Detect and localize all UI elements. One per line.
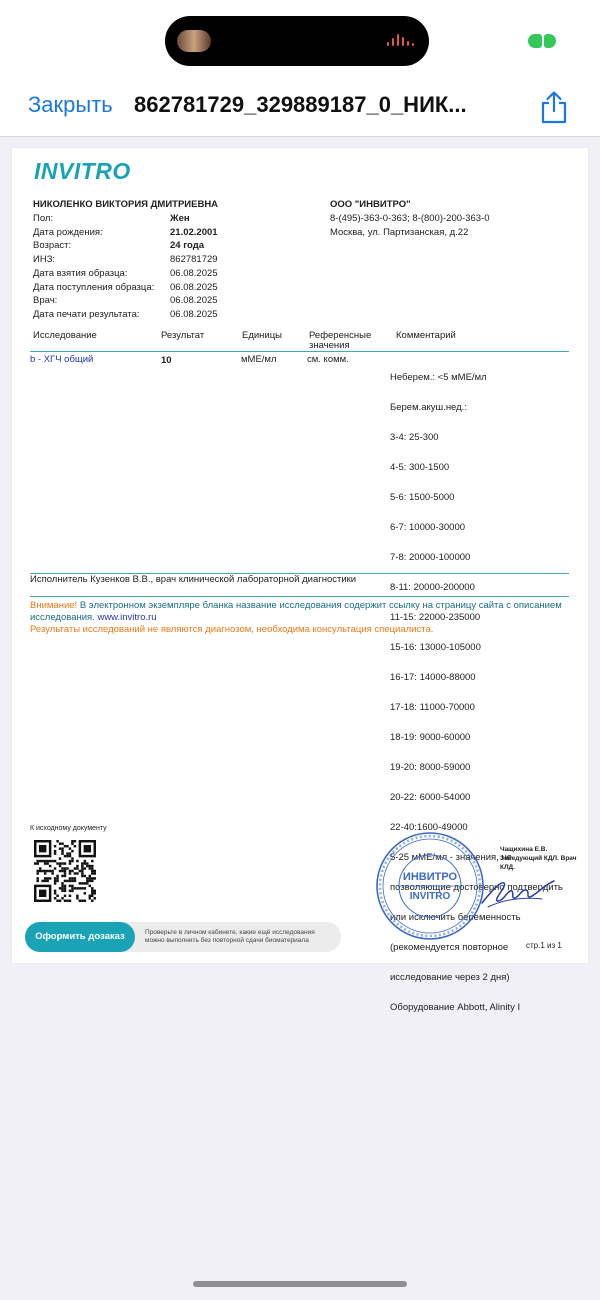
- warning-text: В электронном экземпляре бланка название исследования содержит ссылку на страницу сайта с описанием исследования.: [30, 600, 562, 623]
- close-button[interactable]: Закрыть: [28, 92, 113, 117]
- field-label: ИНЗ:: [33, 254, 56, 265]
- warning-label: Внимание!: [30, 600, 78, 611]
- document-title: 862781729_329889187_0_НИК...: [134, 92, 467, 117]
- lab-address: Москва, ул. Партизанская, д.22: [330, 227, 469, 238]
- field-value: 06.08.2025: [170, 268, 218, 279]
- lab-stamp-icon: [374, 830, 486, 942]
- signatory-title: Заведующий КДЛ. Врач КЛД.: [500, 855, 577, 871]
- comment-line: 3-4: 25-300: [390, 432, 439, 443]
- comment-line: 18-19: 9000-60000: [390, 732, 471, 743]
- comment-line: 11-15: 22000-235000: [390, 612, 481, 623]
- reorder-hint-line: можно выполнить без повторной сдачи биоматериала: [145, 937, 309, 944]
- qr-label: К исходному документу: [30, 825, 107, 832]
- result-value: 10: [161, 355, 172, 366]
- result-units: мМЕ/мл: [241, 354, 277, 365]
- comment-line: 22-40:1600-49000: [390, 822, 468, 833]
- comment-line: 6-7: 10000-30000: [390, 522, 466, 533]
- comment-line: 16-17: 14000-88000: [390, 672, 476, 683]
- now-playing-artwork-icon: [177, 30, 211, 52]
- comment-line: (рекомендуется повторное: [390, 942, 509, 953]
- comment-line: 17-18: 11000-70000: [390, 702, 475, 713]
- warning-notice: [30, 600, 570, 624]
- comment-line: 7-8: 20000-100000: [390, 552, 471, 563]
- field-label: Дата взятия образца:: [33, 268, 128, 279]
- comment-line: позволяющие достоверно подтвердить: [390, 882, 563, 893]
- signature-icon: [478, 863, 558, 909]
- comment-line: Берем.акуш.нед.:: [390, 402, 467, 413]
- share-icon[interactable]: [538, 90, 570, 124]
- field-value: 06.08.2025: [170, 295, 218, 306]
- lab-result-document: [12, 148, 588, 1013]
- disclaimer: Результаты исследований не являются диагнозом, необходима консультация специалиста.: [30, 624, 434, 635]
- patient-name: НИКОЛЕНКО ВИКТОРИЯ ДМИТРИЕВНА: [33, 199, 219, 210]
- battery-icon: [528, 34, 556, 48]
- stamp-text-en: INVITRO: [409, 891, 451, 902]
- field-value: 21.02.2001: [170, 227, 218, 238]
- field-value: 862781729: [170, 254, 218, 265]
- header-test: Исследование: [33, 330, 97, 341]
- header-units: Единицы: [242, 330, 283, 341]
- comment-line: 4-5: 300-1500: [390, 462, 450, 473]
- result-reference: см. комм.: [307, 354, 349, 365]
- field-label: Дата рождения:: [33, 227, 103, 238]
- comment-line: исследование через 2 дня): [390, 972, 510, 983]
- lab-name: ООО "ИНВИТРО": [330, 199, 411, 210]
- status-bar: [0, 0, 600, 70]
- invitro-logo: INVITRO: [34, 158, 131, 184]
- field-value: 06.08.2025: [170, 309, 218, 320]
- comment-line: 5-6: 1500-5000: [390, 492, 455, 503]
- executor-line: Исполнитель Кузенков В.В., врач клинической лабораторной диагностики: [30, 574, 357, 585]
- qr-code-icon[interactable]: [34, 840, 96, 902]
- signatory-name: Чащихина Е.В.: [500, 846, 548, 853]
- comment-line: Неберем.: <5 мМЕ/мл: [390, 372, 487, 383]
- field-value: Жен: [170, 213, 190, 224]
- invitro-site-link[interactable]: www.invitro.ru: [97, 612, 157, 623]
- stamp-text-ru: ИНВИТРО: [402, 871, 458, 883]
- header-result: Результат: [161, 330, 205, 341]
- comment-line: 8-11: 20000-200000: [390, 582, 475, 593]
- reorder-button[interactable]: Оформить дозаказ: [25, 922, 135, 952]
- table-divider: [30, 351, 569, 352]
- reorder-hint-line: Проверьте в личном кабинете, какие ещё исследования: [145, 929, 315, 936]
- audio-waveform-icon: [387, 34, 415, 48]
- home-indicator[interactable]: [193, 1281, 407, 1287]
- dynamic-island[interactable]: [165, 16, 429, 66]
- reorder-hint: [145, 929, 315, 945]
- field-label: Врач:: [33, 295, 58, 306]
- field-value: 06.08.2025: [170, 282, 218, 293]
- comment-line: Оборудование Abbott, Alinity I: [390, 1002, 521, 1013]
- field-label: Дата поступления образца:: [33, 282, 155, 293]
- field-label: Дата печати результата:: [33, 309, 140, 320]
- nav-bar: [0, 70, 600, 137]
- test-name-link[interactable]: b - ХГЧ общий: [30, 354, 94, 365]
- field-label: Возраст:: [33, 240, 72, 251]
- page-number: стр.1 из 1: [526, 941, 562, 950]
- reorder-banner: [25, 922, 341, 952]
- section-divider: [30, 596, 569, 597]
- field-label: Пол:: [33, 213, 54, 224]
- comment-line: 19-20: 8000-59000: [390, 762, 471, 773]
- comment-line: 20-22: 6000-54000: [390, 792, 471, 803]
- lab-phones: 8-(495)-363-0-363; 8-(800)-200-363-0: [330, 213, 490, 224]
- header-reference: Референсные: [309, 330, 372, 341]
- header-reference-2: значения: [309, 340, 350, 351]
- comment-line: 5-25 мМЕ/мл - значения, не: [390, 852, 513, 863]
- header-comment: Комментарий: [396, 330, 456, 341]
- field-value: 24 года: [170, 240, 205, 251]
- comment-line: 15-16: 13000-105000: [390, 642, 481, 653]
- comment-line: или исключить беременность: [390, 912, 521, 923]
